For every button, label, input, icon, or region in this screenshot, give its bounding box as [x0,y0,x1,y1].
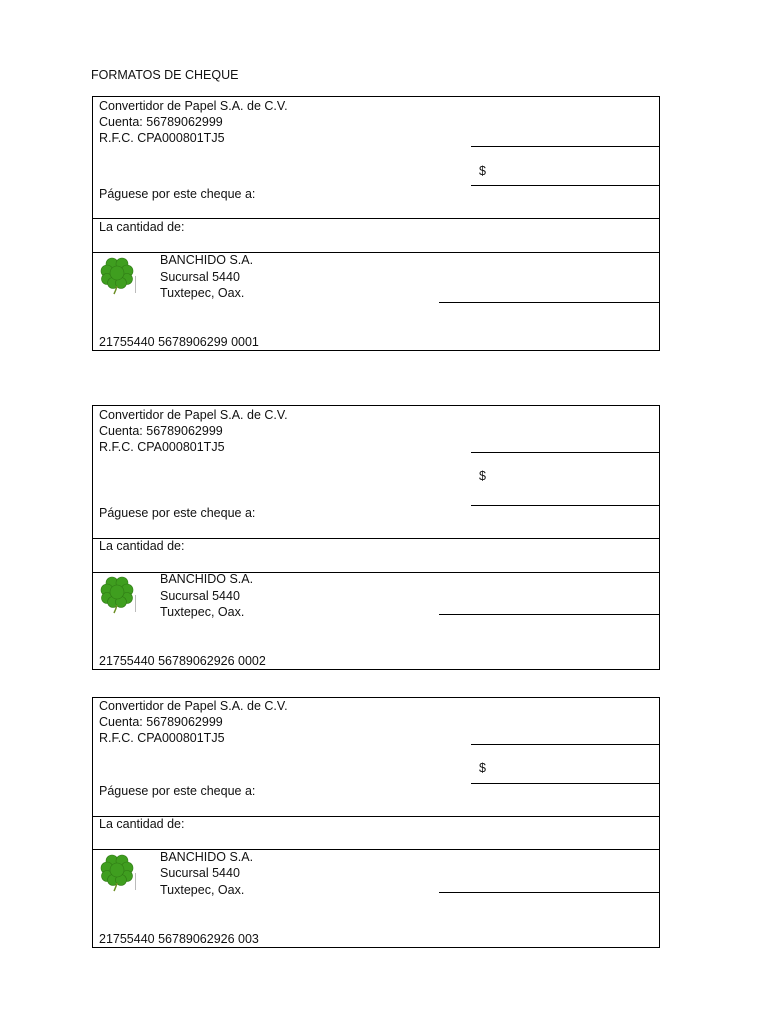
currency-symbol: $ [479,164,486,178]
account-number: Cuenta: 56789062999 [99,715,223,729]
four-leaf-clover-icon [99,575,135,615]
account-number: Cuenta: 56789062999 [99,424,223,438]
rfc-number: R.F.C. CPA000801TJ5 [99,731,225,745]
logo-divider [135,873,136,890]
amount-figure-line[interactable] [471,185,660,186]
micr-code: 21755440 56789062926 0002 [99,654,266,668]
date-line[interactable] [471,452,660,453]
micr-code: 21755440 56789062926 003 [99,932,259,946]
pay-to-label: Páguese por este cheque a: [99,506,256,520]
company-name: Convertidor de Papel S.A. de C.V. [99,699,288,713]
currency-symbol: $ [479,761,486,775]
bank-name: BANCHIDO S.A. [160,850,254,864]
bank-name: BANCHIDO S.A. [160,572,254,586]
account-number: Cuenta: 56789062999 [99,115,223,129]
check-form [92,96,660,351]
check-form [92,405,660,670]
amount-words-label: La cantidad de: [99,220,185,234]
bank-branch: Sucursal 5440 [160,589,240,603]
page-title: FORMATOS DE CHEQUE [91,68,239,82]
logo-divider [135,276,136,293]
date-line[interactable] [471,744,660,745]
micr-code: 21755440 5678906299 0001 [99,335,259,349]
bank-branch: Sucursal 5440 [160,866,240,880]
currency-symbol: $ [479,469,486,483]
amount-figure-line[interactable] [471,505,660,506]
company-name: Convertidor de Papel S.A. de C.V. [99,408,288,422]
rfc-number: R.F.C. CPA000801TJ5 [99,131,225,145]
bank-city: Tuxtepec, Oax. [160,883,245,897]
amount-words-label: La cantidad de: [99,817,185,831]
company-name: Convertidor de Papel S.A. de C.V. [99,99,288,113]
signature-line[interactable] [439,892,660,893]
signature-line[interactable] [439,614,660,615]
amount-words-label: La cantidad de: [99,539,185,553]
bank-city: Tuxtepec, Oax. [160,286,245,300]
rfc-number: R.F.C. CPA000801TJ5 [99,440,225,454]
four-leaf-clover-icon [99,256,135,296]
date-line[interactable] [471,146,660,147]
signature-line[interactable] [439,302,660,303]
bank-name: BANCHIDO S.A. [160,253,254,267]
check-form [92,697,660,948]
bank-city: Tuxtepec, Oax. [160,605,245,619]
bank-branch: Sucursal 5440 [160,270,240,284]
pay-to-label: Páguese por este cheque a: [99,784,256,798]
logo-divider [135,595,136,612]
four-leaf-clover-icon [99,853,135,893]
amount-figure-line[interactable] [471,783,660,784]
pay-to-label: Páguese por este cheque a: [99,187,256,201]
